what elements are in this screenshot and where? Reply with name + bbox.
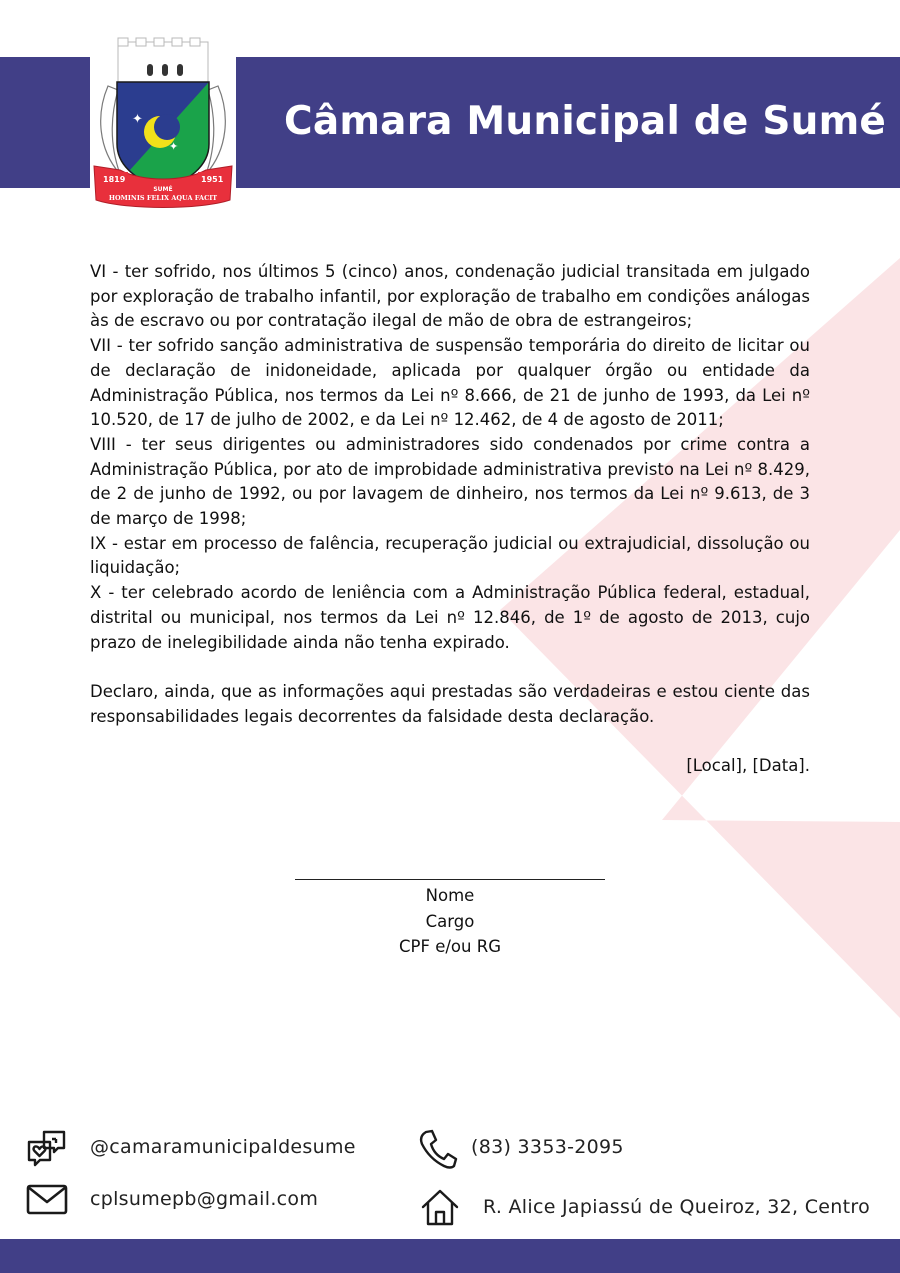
item-vii: VII - ter sofrido sanção administrativa de suspensão temporária do direito de licitar ou de declaração de inidoneidade, aplicada por qualquer órgão ou entidade da Administração Pública, nos termos da Lei nº 8.666, de 21 de junho de 1993, da Lei nº 10.520, de 17 de julho de 2002, e da Lei nº 12.462, de 4 de agosto de 2011; bbox=[90, 336, 810, 430]
item-vi: VI - ter sofrido, nos últimos 5 (cinco) anos, condenação judicial transitada em julgado por exploração de trabalho infantil, por exploração de trabalho em condições análogas às de escravo ou por contratação ilegal de mão de obra de estrangeiros; bbox=[90, 262, 810, 331]
item-x: X - ter celebrado acordo de leniência com a Administração Pública federal, estadual, distrital ou municipal, nos termos da Lei nº 12.846, de 1º de agosto de 2013, cujo prazo de inelegibilidade ainda não tenha expirado. bbox=[90, 583, 810, 652]
social-handle[interactable]: @camaramunicipaldesume bbox=[90, 1136, 356, 1158]
signature-block bbox=[295, 864, 605, 960]
declaration-body bbox=[90, 260, 810, 779]
declaration-statement: Declaro, ainda, que as informações aqui prestadas são verdadeiras e estou ciente das responsabilidades legais decorrentes da falsidade desta declaração. bbox=[90, 681, 810, 726]
house-icon bbox=[420, 1188, 460, 1226]
social-chat-icon bbox=[26, 1129, 68, 1169]
signature-name: Nome bbox=[425, 886, 475, 905]
item-viii: VIII - ter seus dirigentes ou administradores sido condenados por crime contra a Administração Pública, por ato de improbidade administrativa previsto na Lei nº 8.429, de 2 de junho de 1992, ou por lavagem de dinheiro, nos termos da Lei nº 9.613, de 3 de março de 1998; bbox=[90, 434, 810, 529]
phone-number[interactable]: (83) 3353-2095 bbox=[471, 1136, 624, 1158]
logo-city: SUMÉ bbox=[153, 186, 173, 193]
signature-line bbox=[295, 879, 605, 880]
envelope-icon bbox=[26, 1184, 68, 1216]
footer-band bbox=[0, 1239, 900, 1273]
signature-role: Cargo bbox=[425, 911, 475, 931]
logo-year-left: 1819 bbox=[103, 175, 126, 184]
svg-text:✦: ✦ bbox=[132, 112, 143, 127]
municipal-coat-of-arms bbox=[90, 34, 236, 214]
svg-text:✦: ✦ bbox=[169, 140, 179, 153]
item-ix: IX - estar em processo de falência, recuperação judicial ou extrajudicial, dissolução ou liquidação; bbox=[90, 533, 810, 578]
signature-id: CPF e/ou RG bbox=[399, 937, 501, 956]
place-date: [Local], [Data]. bbox=[686, 756, 810, 776]
logo-motto: HOMINIS FELIX AQUA FACIT bbox=[108, 194, 218, 202]
phone-icon bbox=[418, 1128, 458, 1170]
email-address[interactable]: cplsumepb@gmail.com bbox=[90, 1188, 319, 1210]
page-title: Câmara Municipal de Sumé bbox=[284, 99, 887, 144]
logo-year-right: 1951 bbox=[201, 175, 224, 184]
street-address: R. Alice Japiassú de Queiroz, 32, Centro bbox=[483, 1196, 870, 1218]
